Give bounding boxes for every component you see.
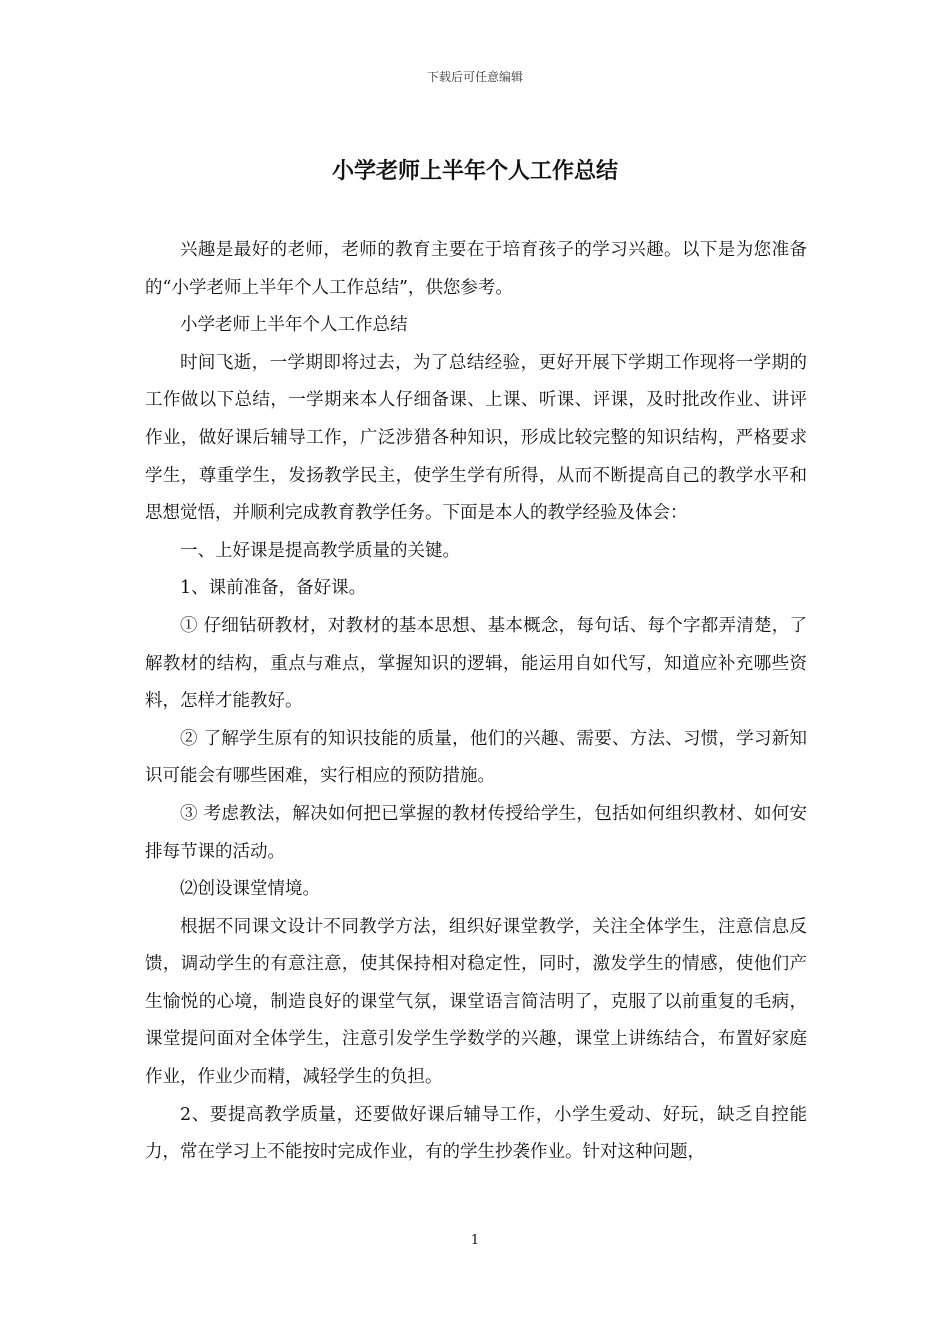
subsection-heading-1: 1、课前准备，备好课。 bbox=[180, 578, 367, 599]
paragraph-subtitle: 小学老师上半年个人工作总结 bbox=[180, 315, 408, 336]
list-item-1: ① 仔细钻研教材，对教材的基本思想、基本概念，每句话、每个字都弄清楚，了解教材的结构，重点与难点，掌握知识的逻辑，能运用自如代写，知道应补充哪些资料，怎样才能教好。 bbox=[145, 615, 807, 712]
paragraph-overview: 时间飞逝，一学期即将过去，为了总结经验，更好开展下学期工作现将一学期的工作做以下总结，一学期来本人仔细备课、上课、听课、评课，及时批改作业、讲评作业，做好课后辅导工作，广泛涉猎各种知识，形成比较完整的知识结构，严格要求学生，尊重学生，发扬教学民主，使学生学有所得，从而不断提高自己的教学水平和思想觉悟，并顺利完成教育教学任务。下面是本人的教学经验及体会： bbox=[145, 352, 807, 524]
paragraph-classroom: 根据不同课文设计不同教学方法，组织好课堂教学，关注全体学生，注意信息反馈，调动学生的有意注意，使其保持相对稳定性，同时，激发学生的情感，使他们产生愉悦的心境，制造良好的课堂气氛，课堂语言简洁明了，克服了以前重复的毛病，课堂提问面对全体学生，注意引发学生学数学的兴趣，课堂上讲练结合，布置好家庭作业，作业少而精，减轻学生的负担。 bbox=[145, 916, 807, 1088]
paragraph-tutoring: 2、要提高教学质量，还要做好课后辅导工作，小学生爱动、好玩，缺乏自控能力，常在学习上不能按时完成作业，有的学生抄袭作业。针对这种问题， bbox=[145, 1104, 807, 1163]
list-item-2: ② 了解学生原有的知识技能的质量，他们的兴趣、需要、方法、习惯，学习新知识可能会有哪些困难，实行相应的预防措施。 bbox=[145, 728, 807, 787]
header-note: 下载后可任意编辑 bbox=[426, 70, 523, 84]
section-heading-1: 一、上好课是提高教学质量的关键。 bbox=[180, 540, 460, 561]
document-body bbox=[145, 232, 807, 1172]
page-number: 1 bbox=[470, 1233, 480, 1248]
paragraph-intro: 兴趣是最好的老师，老师的教育主要在于培育孩子的学习兴趣。以下是为您准备的“小学老师上半年个人工作总结”，供您参考。 bbox=[145, 240, 807, 298]
subsection-heading-2: ⑵创设课堂情境。 bbox=[180, 879, 320, 900]
document-title: 小学老师上半年个人工作总结 bbox=[331, 159, 618, 184]
list-item-3: ③ 考虑教法，解决如何把已掌握的教材传授给学生，包括如何组织教材、如何安排每节课的活动。 bbox=[145, 803, 807, 862]
